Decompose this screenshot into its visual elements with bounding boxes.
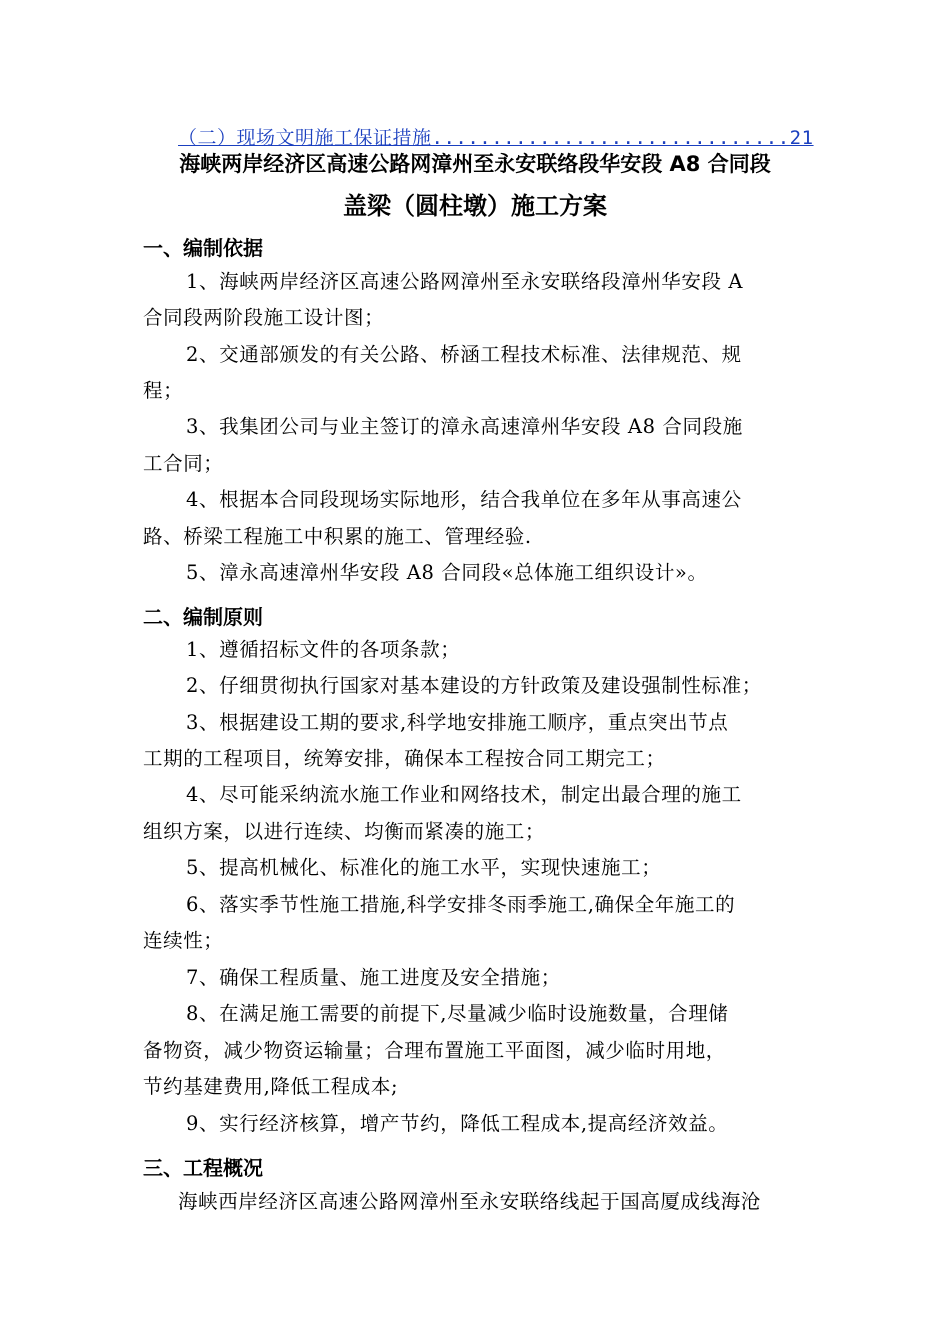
paragraph-line: 5、提高机械化、标准化的施工水平，实现快速施工； [186, 856, 662, 879]
paragraph-line: 4、根据本合同段现场实际地形，结合我单位在多年从事高速公 [186, 488, 742, 511]
paragraph-line: 4、尽可能采纳流水施工作业和网络技术，制定出最合理的施工 [186, 783, 742, 806]
section-heading: 一、编制依据 [143, 236, 263, 260]
paragraph-line: 6、落实季节性施工措施,科学安排冬雨季施工,确保全年施工的 [186, 893, 736, 916]
paragraph-line: 路、桥梁工程施工中积累的施工、管理经验. [143, 525, 532, 548]
paragraph-line: 3、我集团公司与业主签订的漳永高速漳州华安段 A8 合同段施 [186, 415, 743, 438]
paragraph-line: 3、根据建设工期的要求,科学地安排施工顺序，重点突出节点 [186, 711, 729, 734]
paragraph-line: 工期的工程项目，统筹安排，确保本工程按合同工期完工； [143, 747, 666, 770]
document-title-line2: 盖梁（圆柱墩）施工方案 [343, 192, 607, 220]
paragraph-line: 海峡西岸经济区高速公路网漳州至永安联络线起于国高厦成线海沧 [178, 1190, 761, 1213]
paragraph-line: 1、遵循招标文件的各项条款； [186, 638, 461, 661]
paragraph-line: 1、海峡两岸经济区高速公路网漳州至永安联络段漳州华安段 A [186, 270, 744, 293]
paragraph-line: 程； [143, 379, 184, 402]
paragraph-line: 连续性； [143, 929, 224, 952]
paragraph-line: 8、在满足施工需要的前提下,尽量减少临时设施数量，合理储 [186, 1002, 729, 1025]
paragraph-line: 7、确保工程质量、施工进度及安全措施； [186, 966, 561, 989]
paragraph-line: 2、仔细贯彻执行国家对基本建设的方针政策及建设强制性标准； [186, 674, 762, 697]
document-title-line1: 海峡两岸经济区高速公路网漳州至永安联络段华安段 A8 合同段 [179, 152, 771, 176]
section-heading: 二、编制原则 [143, 605, 263, 629]
paragraph-line: 合同段两阶段施工设计图； [143, 306, 385, 329]
section-heading: 三、工程概况 [143, 1156, 263, 1180]
paragraph-line: 组织方案，以进行连续、均衡而紧凑的施工； [143, 820, 546, 843]
paragraph-line: 5、漳永高速漳州华安段 A8 合同段«总体施工组织设计»。 [186, 561, 708, 584]
toc-link[interactable]: （二）现场文明施工保证措施..............................21 [178, 127, 814, 149]
paragraph-line: 9、实行经济核算，增产节约，降低工程成本,提高经济效益。 [186, 1112, 729, 1135]
paragraph-line: 2、交通部颁发的有关公路、桥涵工程技术标准、法律规范、规 [186, 343, 742, 366]
paragraph-line: 工合同； [143, 452, 224, 475]
paragraph-line: 节约基建费用,降低工程成本; [143, 1075, 399, 1098]
paragraph-line: 备物资，减少物资运输量；合理布置施工平面图，减少临时用地， [143, 1039, 726, 1062]
